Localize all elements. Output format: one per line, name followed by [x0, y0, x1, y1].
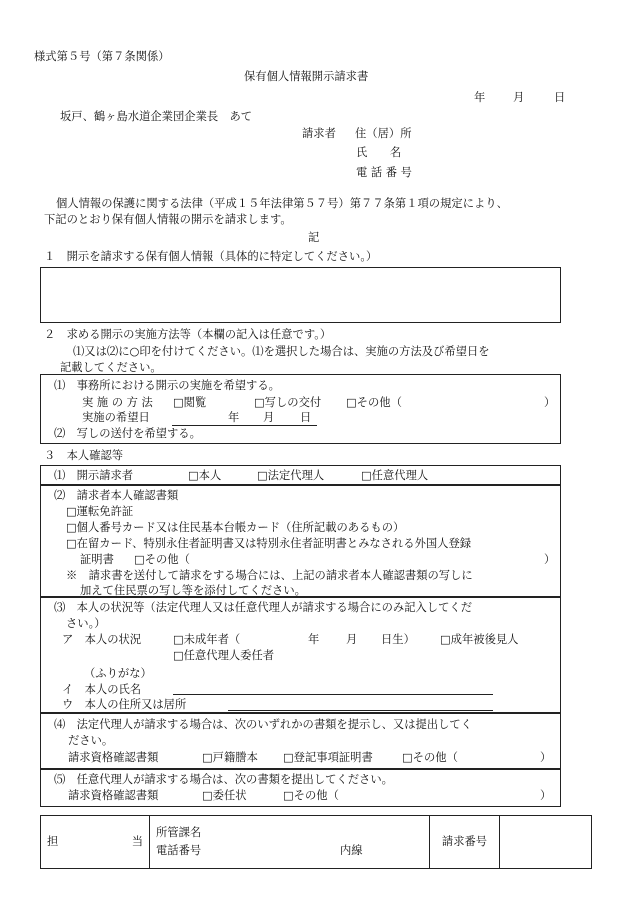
- form-number: 様式第５号（第７条関係）: [34, 50, 170, 63]
- close-paren: ）: [540, 751, 552, 764]
- residence-card-checkbox[interactable]: □在留カード、特別永住者証明書又は特別永住者証明書とみなされる外国人登録: [66, 537, 472, 550]
- intro-line-2: 下記のとおり保有個人情報の開示を請求します。: [44, 213, 292, 226]
- requester-voluntary-checkbox[interactable]: □任意代理人: [361, 469, 429, 482]
- request-number-field[interactable]: [500, 816, 592, 869]
- section2-heading: ２ 求める開示の実施方法等（本欄の記入は任意です。）: [44, 328, 332, 341]
- method-label: 実 施 の 方 法: [82, 396, 153, 409]
- koseki-checkbox[interactable]: □戸籍謄本: [202, 751, 258, 764]
- requester-type-label: ⑴ 開示請求者: [54, 469, 134, 482]
- method-other-checkbox[interactable]: □その他（: [346, 396, 402, 409]
- preferred-year-label: 年: [228, 411, 240, 424]
- tanto-cell: [41, 816, 150, 869]
- voluntary-agent-heading: ⑸ 任意代理人が請求する場合は、次の書類を提出してください。: [54, 773, 393, 786]
- preferred-day-label: 日: [300, 411, 312, 424]
- tanto-label-2: 当: [131, 835, 143, 848]
- date-year-label: 年: [474, 91, 486, 104]
- poa-checkbox[interactable]: □委任状: [202, 789, 247, 802]
- section1-heading: １ 開示を請求する保有個人情報（具体的に特定してください。）: [44, 250, 378, 263]
- principal-name-field[interactable]: [173, 680, 493, 695]
- principal-address-field[interactable]: [228, 696, 493, 711]
- method-view-checkbox[interactable]: □閲覧: [173, 396, 207, 409]
- id-docs-heading: ⑵ 請求者本人確認書類: [54, 489, 179, 502]
- preferred-date-field[interactable]: [172, 411, 317, 426]
- date-day-label: 日: [554, 91, 566, 104]
- legal-agent-heading-2: ださい。: [68, 734, 114, 747]
- close-paren: ）: [544, 553, 556, 566]
- furigana-label: （ふりがな）: [84, 667, 152, 680]
- close-paren: ）: [540, 789, 552, 802]
- birth-day-label: 日生）: [381, 633, 415, 646]
- registry-checkbox[interactable]: □登記事項証明書: [283, 751, 373, 764]
- method-copy-checkbox[interactable]: □写しの交付: [254, 396, 322, 409]
- legal-docs-label: 請求資格確認書類: [68, 751, 159, 764]
- voluntary-other-checkbox[interactable]: □その他（: [283, 789, 339, 802]
- principal-status-label: ア 本人の状況: [62, 633, 142, 646]
- birth-year-label: 年: [308, 633, 320, 646]
- legal-other-checkbox[interactable]: □その他（: [402, 751, 458, 764]
- name-label: 氏 名: [356, 146, 402, 159]
- phone-label: 電 話 番 号: [356, 166, 412, 179]
- requester-self-checkbox[interactable]: □本人: [188, 469, 222, 482]
- birth-month-label: 月: [346, 633, 358, 646]
- division-phone-label: 電話番号: [156, 844, 202, 858]
- minor-checkbox[interactable]: □未成年者（: [173, 633, 241, 646]
- requester-legal-checkbox[interactable]: □法定代理人: [257, 469, 325, 482]
- close-paren: ）: [544, 396, 556, 409]
- principal-name-label: イ 本人の氏名: [62, 683, 142, 696]
- id-docs-note-2: 加えて住民票の写し等を添付してください。: [80, 584, 306, 597]
- adult-ward-checkbox[interactable]: □成年被後見人: [440, 633, 519, 646]
- tanto-label-1: 担: [47, 835, 59, 848]
- option-office-viewing[interactable]: ⑴ 事務所における開示の実施を希望する。: [54, 379, 280, 392]
- mynumber-card-checkbox[interactable]: □個人番号カード又は住民基本台帳カード（住所記載のあるもの）: [66, 521, 405, 534]
- extension-label: 内線: [340, 844, 363, 858]
- principal-delegator-checkbox[interactable]: □任意代理人委任者: [173, 649, 275, 662]
- voluntary-docs-label: 請求資格確認書類: [68, 789, 159, 802]
- division-cell[interactable]: [150, 816, 430, 869]
- principal-address-label: ウ 本人の住所又は居所: [62, 698, 187, 711]
- section2-note-2: 記載してください。: [60, 361, 162, 374]
- principal-status-heading-1: ⑶ 本人の状況等（法定代理人又は任意代理人が請求する場合にのみ記入してくだ: [54, 601, 472, 614]
- section2-note-1: ⑴又は⑵に○印を付けてください。⑴を選択した場合は、実施の方法及び希望日を: [73, 345, 490, 358]
- address-label: 住（居）所: [355, 127, 412, 140]
- request-number-label: 請求番号: [430, 816, 500, 869]
- division-label: 所管課名: [156, 825, 202, 839]
- principal-status-heading-2: さい。）: [66, 617, 106, 630]
- office-use-table: [40, 815, 592, 869]
- ki-label: 記: [308, 231, 320, 244]
- preferred-month-label: 月: [263, 411, 275, 424]
- id-docs-note-1: ※ 請求書を送付して請求をする場合には、上記の請求者本人確認書類の写しに: [66, 569, 473, 582]
- requested-info-field[interactable]: [40, 267, 561, 323]
- license-checkbox[interactable]: □運転免許証: [66, 505, 134, 518]
- option-mail-copy[interactable]: ⑵ 写しの送付を希望する。: [54, 427, 201, 440]
- section3-heading: ３ 本人確認等: [44, 449, 124, 462]
- legal-agent-heading-1: ⑷ 法定代理人が請求する場合は、次のいずれかの書類を提示し、又は提出してく: [54, 718, 472, 731]
- addressee: 坂戸、鶴ヶ島水道企業団企業長 あて: [60, 110, 253, 123]
- date-month-label: 月: [513, 91, 525, 104]
- preferred-date-label: 実施の希望日: [82, 411, 150, 424]
- id-other-checkbox[interactable]: □その他（: [134, 553, 190, 566]
- page-title: 保有個人情報開示請求書: [244, 70, 369, 83]
- requester-label: 請求者: [302, 127, 336, 140]
- intro-line-1: 個人情報の保護に関する法律（平成１５年法律第５７号）第７７条第１項の規定により、: [56, 197, 508, 210]
- residence-card-line2: 証明書: [80, 553, 114, 566]
